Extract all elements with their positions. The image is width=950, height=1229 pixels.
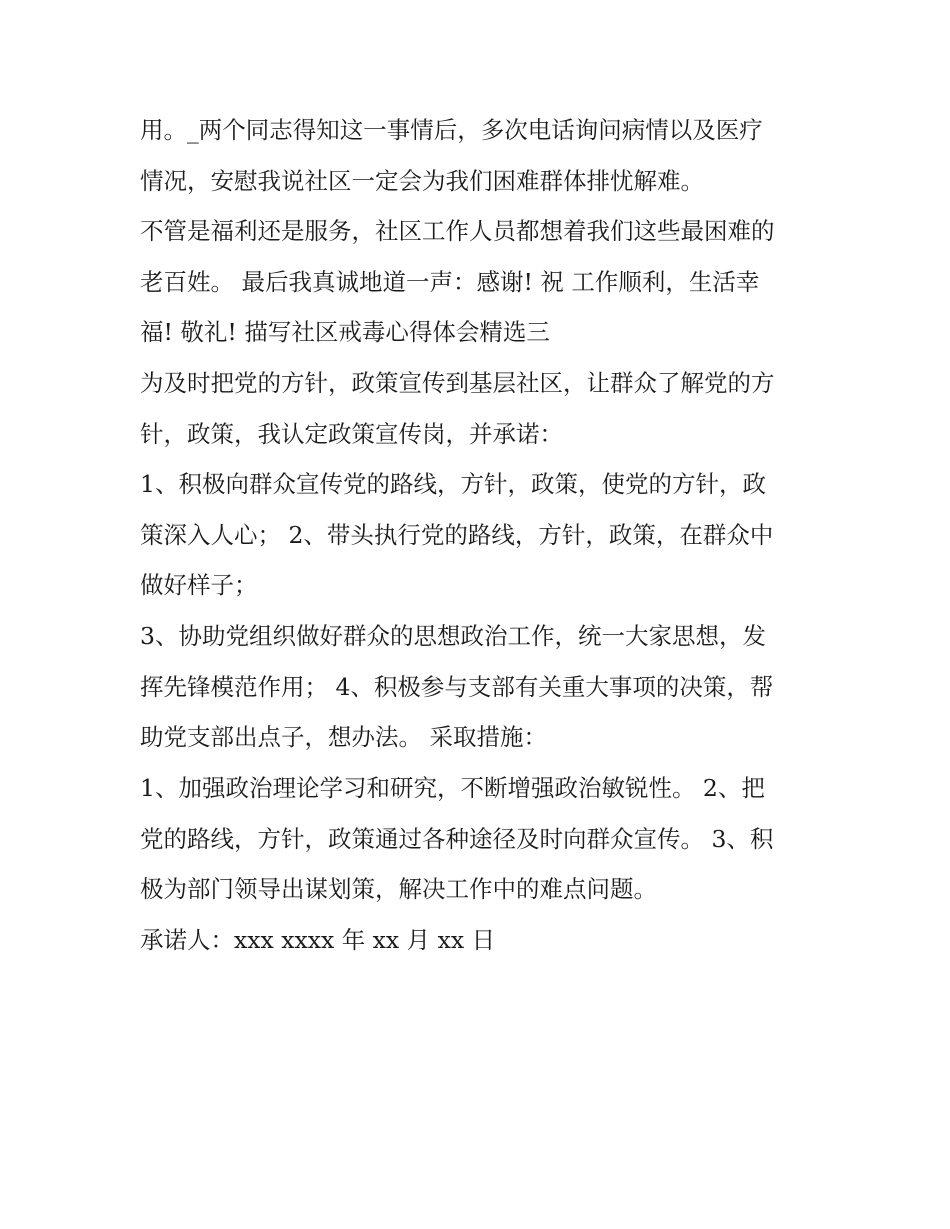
text-line: 为及时把党的方针，政策宣传到基层社区，让群众了解党的方	[140, 369, 775, 397]
text-line: 1、加强政治理论学习和研究，不断增强政治敏锐性。 2、把	[140, 774, 765, 802]
text-line: 做好样子；	[140, 571, 258, 599]
text-line: 不管是福利还是服务，社区工作人员都想着我们这些最困难的	[140, 217, 775, 245]
text-line: 1、积极向群众宣传党的路线，方针，政策，使党的方针，政	[140, 470, 766, 498]
text-line: 针，政策，我认定政策宣传岗，并承诺：	[140, 420, 563, 448]
text-line: 极为部门领导出谋划策，解决工作中的难点问题。	[140, 875, 657, 903]
text-line: 助党支部出点子，想办法。 采取措施：	[140, 723, 547, 751]
text-line: 福! 敬礼! 描写社区戒毒心得体会精选三	[140, 318, 550, 346]
signature-line: 承诺人：xxx xxxx 年 xx 月 xx 日	[140, 926, 496, 954]
text-line: 挥先锋模范作用； 4、积极参与支部有关重大事项的决策，帮	[140, 673, 774, 701]
text-line: 策深入人心； 2、带头执行党的路线，方针，政策，在群众中	[140, 521, 774, 549]
text-line: 用。_两个同志得知这一事情后，多次电话询问病情以及医疗	[140, 116, 763, 144]
text-line: 3、协助党组织做好群众的思想政治工作，统一大家思想，发	[140, 622, 766, 650]
text-line: 党的路线，方针，政策通过各种途径及时向群众宣传。 3、积	[140, 825, 774, 853]
text-line: 老百姓。 最后我真诚地道一声：感谢! 祝 工作顺利，生活幸	[140, 268, 760, 296]
text-line: 情况，安慰我说社区一定会为我们困难群体排忧解难。	[140, 167, 704, 195]
